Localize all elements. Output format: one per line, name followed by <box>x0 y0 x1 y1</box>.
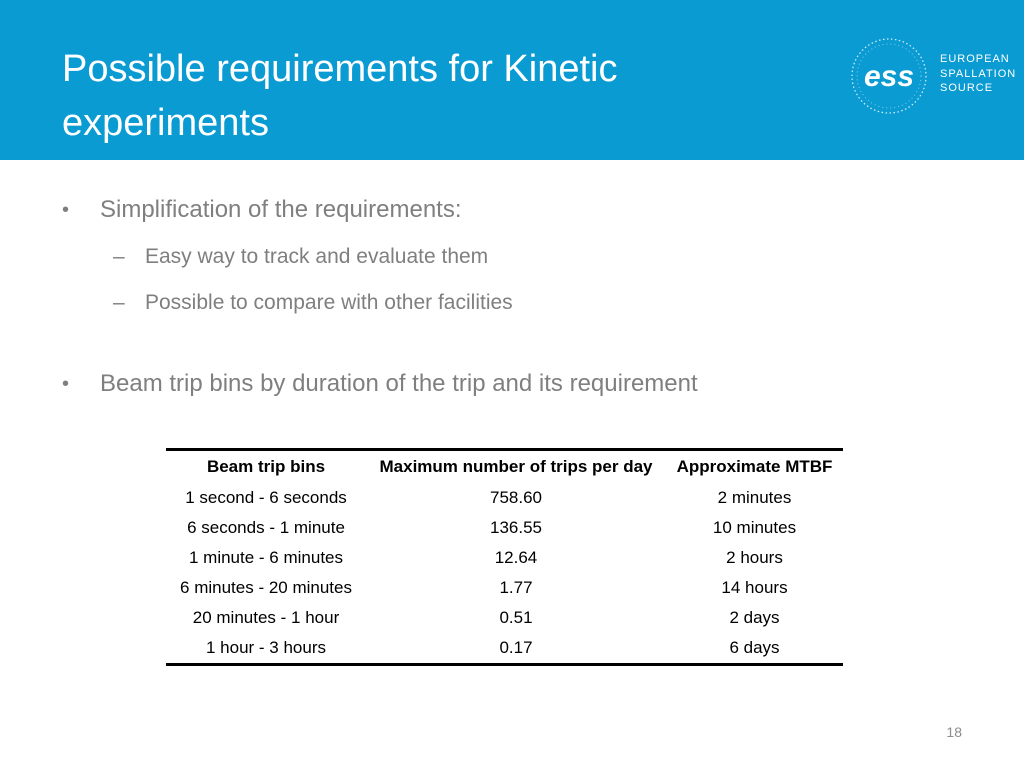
cell-max-trips: 12.64 <box>494 548 538 567</box>
cell-bin: 1 second - 6 seconds <box>185 488 347 507</box>
cell-max-trips: 1.77 <box>499 578 533 597</box>
slide-title <box>62 42 762 150</box>
table-header-row <box>166 450 843 484</box>
table-row <box>166 543 843 573</box>
ess-logo-mark: ess <box>863 60 915 93</box>
cell-mtbf: 10 minutes <box>712 518 797 537</box>
cell-mtbf: 2 minutes <box>717 488 792 507</box>
cell-bin: 6 minutes - 20 minutes <box>180 578 352 597</box>
cell-bin: 1 hour - 3 hours <box>205 638 326 657</box>
bullet-text: Beam trip bins by duration of the trip and its requirement <box>100 370 698 397</box>
ess-logo-wordmark <box>940 52 1016 96</box>
column-header-max-trips-per-day: Maximum number of trips per day <box>379 457 653 476</box>
cell-max-trips: 758.60 <box>490 488 542 507</box>
cell-bin: 6 seconds - 1 minute <box>187 518 345 537</box>
cell-bin: 1 minute - 6 minutes <box>188 548 343 567</box>
subbullet-text: Easy way to track and evaluate them <box>145 245 489 268</box>
cell-mtbf: 2 hours <box>726 548 783 567</box>
cell-max-trips: 136.55 <box>490 518 542 537</box>
cell-mtbf: 2 days <box>729 608 780 627</box>
ess-logo-icon <box>848 32 934 122</box>
slide-title-line-1: Possible requirements for Kinetic <box>62 48 618 90</box>
cell-bin: 20 minutes - 1 hour <box>192 608 340 627</box>
table-row <box>166 483 843 513</box>
bullet-text: Simplification of the requirements: <box>100 196 462 223</box>
table-row <box>166 513 843 543</box>
bullet-marker: • <box>62 373 70 395</box>
slide-title-line-2: experiments <box>62 102 269 144</box>
subbullet-text: Possible to compare with other facilities <box>145 291 513 314</box>
logo-line-spallation: SPALLATION <box>940 67 1017 80</box>
table-row <box>166 603 843 633</box>
beam-trip-table <box>166 448 843 666</box>
page-number: 18 <box>946 724 962 740</box>
subbullet-marker: – <box>113 245 125 268</box>
title-banner <box>0 0 1024 160</box>
logo-line-source: SOURCE <box>940 82 994 94</box>
cell-mtbf: 14 hours <box>721 578 788 597</box>
bullet-marker: • <box>62 199 70 221</box>
cell-mtbf: 6 days <box>729 638 780 657</box>
table-row <box>166 573 843 603</box>
column-header-approximate-mtbf: Approximate MTBF <box>676 457 833 476</box>
column-header-beam-trip-bins: Beam trip bins <box>206 457 326 476</box>
cell-max-trips: 0.17 <box>499 638 533 657</box>
cell-max-trips: 0.51 <box>499 608 533 627</box>
ess-logo <box>848 32 1018 122</box>
subbullet-marker: – <box>113 291 125 314</box>
table-row <box>166 633 843 665</box>
logo-line-european: EUROPEAN <box>940 53 1010 65</box>
